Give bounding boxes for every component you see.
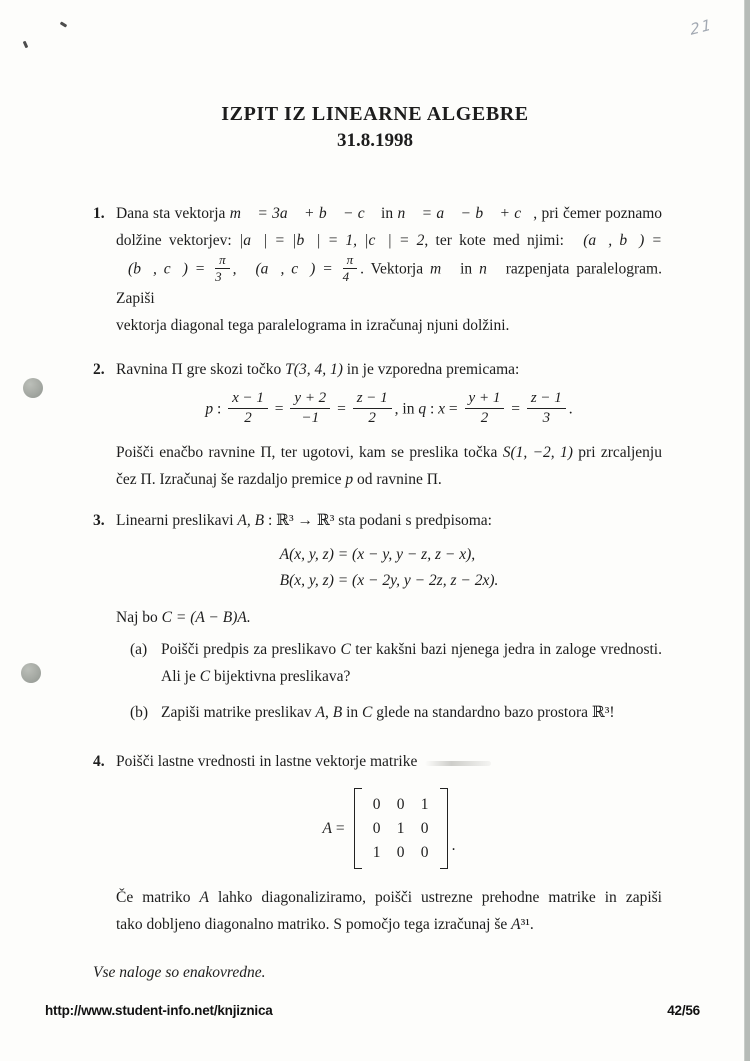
line-equations-display: p : $\frac{x - 1}{2}$ = $\frac{y + 2}{-1}$ = $\frac{z - 1}{2}$ , in q : x = $\frac{y + 1}{2}$ = $\frac{z - 1}{3}$ . <box>205 390 573 426</box>
problem-2-line: čez Π. Izračunaj še razdaljo premice p od ravnine Π. <box>116 471 442 489</box>
handwritten-mark: 21 <box>689 15 714 39</box>
erasure-smudge <box>425 761 491 766</box>
item-label: (b) <box>130 704 149 722</box>
matrix-cell: 1 <box>372 844 381 862</box>
matrix-cell: 0 <box>396 844 405 862</box>
exam-title: IZPIT IZ LINEARNE ALGEBRE <box>221 103 529 125</box>
exam-body <box>0 200 750 939</box>
problem-number: 1. <box>93 204 105 222</box>
problem-number: 3. <box>93 512 105 530</box>
problem-2-intro: Ravnina Π gre skozi točko T(3, 4, 1) in je vzporedna premicama: <box>116 361 520 379</box>
problem-4-intro-text: Poišči lastne vrednosti in lastne vektorje matrike <box>116 753 418 771</box>
ink-speck <box>23 41 29 49</box>
problem-4 <box>93 748 662 938</box>
page-footer <box>0 1003 750 1018</box>
paper-edge <box>744 0 750 1061</box>
matrix-cell: 0 <box>372 796 381 814</box>
problem-2 <box>93 356 662 493</box>
item-label: (a) <box>130 641 148 659</box>
problem-3 <box>93 507 662 735</box>
problem-1-line: ∢(b⃗, c⃗) = $\frac{\pi}{3}$ , ∢(a⃗, c⃗) = $\frac{\pi}{4}$ . Vektorja m⃗ in n⃗ razpenjata paralelogram. Zapiši <box>116 251 662 308</box>
problem-number: 4. <box>93 753 105 771</box>
problem-3-intro: Linearni preslikavi A, B : ℝ³ → ℝ³ sta podani s predpisoma: <box>116 512 492 530</box>
grading-note: Vse naloge so enakovredne. <box>93 964 266 982</box>
matrix-right-bracket <box>440 788 448 869</box>
problem-3-line: Naj bo C = (A − B)A. <box>116 609 251 627</box>
matrix-period: . <box>451 837 456 855</box>
matrix-label: A = <box>322 819 345 837</box>
item-b-line: Zapiši matrike preslikav A, B in C glede na standardno bazo prostora ℝ³! <box>161 704 615 722</box>
hole-punch-bottom <box>21 663 41 683</box>
matrix <box>362 788 440 869</box>
source-url: http://www.student-info.net/knjiznica <box>45 1003 273 1018</box>
item-a-line: Ali je C bijektivna preslikava? <box>161 668 351 686</box>
map-b-equation: B(x, y, z) = (x − 2y, y − 2z, z − 2x). <box>279 572 499 590</box>
hole-punch-top <box>23 378 43 398</box>
page-number: 42/56 <box>667 1003 700 1018</box>
matrix-display <box>116 788 662 869</box>
map-a-equation: A(x, y, z) = (x − y, y − z, z − x), <box>279 546 476 564</box>
problem-4-line: tako dobljeno diagonalno matriko. S pomočjo tega izračunaj še A³¹. <box>116 916 534 934</box>
problem-1-line: dolžine vektorjev: |a⃗| = |b⃗| = 1, |c⃗| = 2, ter kote med njimi: ∢(a⃗, b⃗) = <box>116 231 662 249</box>
problem-3-item-a <box>130 636 662 690</box>
matrix-cell: 1 <box>420 796 429 814</box>
problem-3-item-b <box>130 699 662 726</box>
problem-1-line: Dana sta vektorja m⃗ = 3a⃗ + b⃗ − c⃗ in n⃗ = a⃗ − b⃗ + c⃗, pri čemer poznamo <box>116 204 663 222</box>
matrix-cell: 1 <box>396 820 405 838</box>
exam-header <box>0 102 750 153</box>
item-a-line: Poišči predpis za preslikavo C ter kakšni bazi njenega jedra in zaloge vrednosti. <box>161 641 662 659</box>
matrix-cell: 0 <box>420 820 429 838</box>
problem-4-line: Če matriko A lahko diagonaliziramo, poišči ustrezne prehodne matrike in zapiši <box>116 889 662 907</box>
problem-4-intro <box>116 748 662 775</box>
ink-speck <box>60 21 68 27</box>
matrix-cell: 0 <box>396 796 405 814</box>
matrix-cell: 0 <box>372 820 381 838</box>
matrix-left-bracket <box>354 788 362 869</box>
matrix-cell: 0 <box>420 844 429 862</box>
problem-1-line: vektorja diagonal tega paralelograma in izračunaj njuni dolžini. <box>116 317 510 335</box>
problem-1 <box>93 200 662 340</box>
problem-2-line: Poišči enačbo ravnine Π, ter ugotovi, kam se preslika točka S(1, −2, 1) pri zrcaljenju <box>116 444 662 462</box>
map-definitions-display <box>116 542 662 594</box>
problem-number: 2. <box>93 361 105 379</box>
exam-date: 31.8.1998 <box>337 130 413 151</box>
